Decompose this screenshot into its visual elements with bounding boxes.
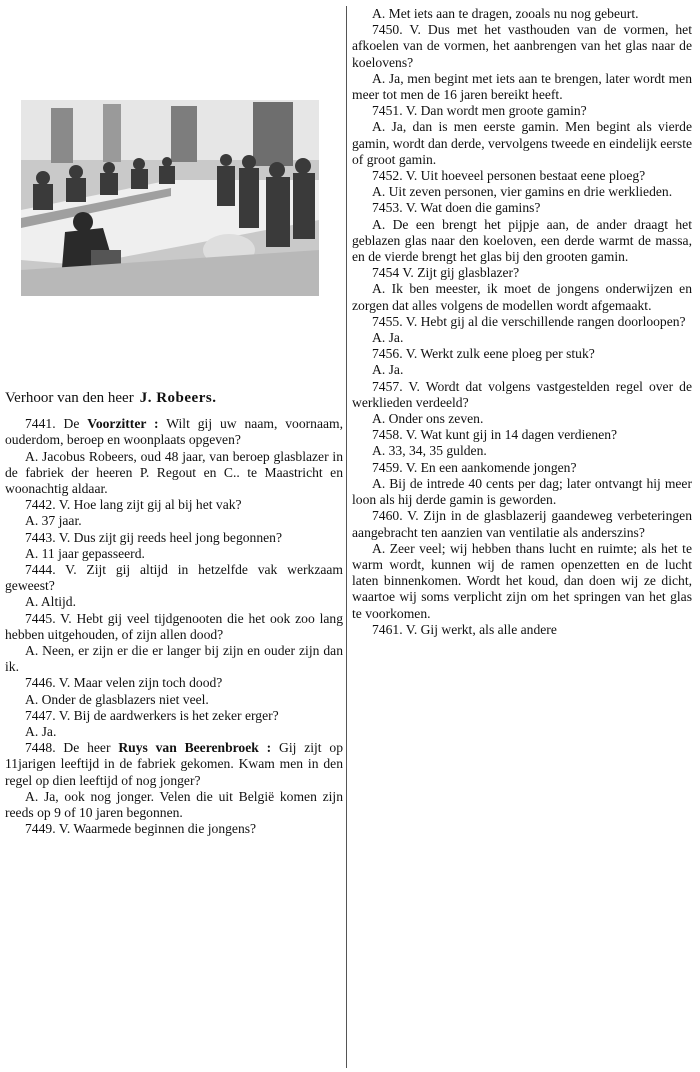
paragraph-text: V. Dus zijt gij reeds heel jong begonnen? [58,529,282,545]
question-number: 7447. [25,707,56,723]
paragraph-text: V. Wordt dat volgens vastgestelden regel over de werklieden verdeeld? [352,378,692,410]
paragraph-text: A. Ik ben meester, ik moet de jongens onderwijzen en zorgen dat alles volgens de modellen wordt afgemaakt. [352,281,692,313]
paragraph-text: A. Onder ons zeven. [372,411,484,427]
engraving-picture [21,100,319,296]
answer-paragraph [5,449,343,498]
witness-name: J. Robeers. [139,390,217,406]
question-paragraph [352,314,692,330]
speaker-title: De heer [63,740,111,756]
answer-paragraph [352,541,692,622]
paragraph-text: Wilt gij uw naam, voornaam, ouderdom, beroep en woonplaats opgeven? [5,416,343,448]
paragraph-text: V. Dus met het vasthouden van de vormen, het afkoelen van de vormen, het aanbrengen van het glas naar de koelovens? [352,22,692,70]
question-paragraph [352,346,692,362]
question-number: 7444. [25,562,56,578]
answer-paragraph [352,411,692,427]
answer-paragraph [5,594,343,610]
answer-paragraph [352,362,692,378]
question-number: 7456. [372,346,403,362]
question-number: 7441. [25,416,56,432]
answer-paragraph [5,724,343,740]
paragraph-text: A. Neen, er zijn er die er langer bij zijn en ouder zijn dan ik. [5,643,343,675]
left-column-text [5,416,343,837]
question-paragraph [5,675,343,691]
paragraph-text: A. Bij de intrede 40 cents per dag; later ontvangt hij meer loon als hij derde gamin is geworden. [352,475,692,508]
question-paragraph [352,200,692,216]
answer-paragraph [352,6,692,22]
question-paragraph [352,22,692,71]
paragraph-text: V. Uit hoeveel personen bestaat eene ploeg? [405,168,646,184]
answer-paragraph [5,692,343,708]
question-paragraph [352,379,692,411]
question-paragraph [352,508,692,540]
right-column-text [352,6,692,638]
question-paragraph [352,168,692,184]
question-number: 7458. [372,427,403,443]
question-number: 7453. [372,200,403,216]
question-paragraph [5,708,343,724]
paragraph-text: A. Ja. [372,362,404,378]
question-number: 7442. [25,497,56,513]
question-paragraph [352,427,692,443]
question-paragraph [5,740,343,789]
speaker-title: De [63,416,80,432]
paragraph-text: A. 37 jaar. [25,513,82,529]
paragraph-text: V. Wat kunt gij in 14 dagen verdienen? [405,427,618,443]
answer-paragraph [5,643,343,675]
question-number: 7457. [372,378,403,394]
question-paragraph [352,103,692,119]
answer-paragraph [5,789,343,821]
paragraph-text: V. Hebt gij al die verschillende rangen doorloopen? [405,313,686,329]
column-divider [346,6,347,1068]
question-number: 7443. [25,529,56,545]
paragraph-text: A. Jacobus Robeers, oud 48 jaar, van beroep glasblazer in de fabriek der heeren P. Regout en C.. te Maastricht en woonachtig aldaar. [5,448,343,497]
question-paragraph [5,611,343,643]
paragraph-text: V. Dan wordt men groote gamin? [405,103,587,119]
paragraph-text: A. Onder de glasblazers niet veel. [25,691,209,707]
paragraph-text: V. Wat doen die gamins? [405,200,541,216]
question-number: 7448. [25,740,56,756]
question-number: 7461. [372,621,403,637]
paragraph-text: V. Gij werkt, als alle andere [405,621,557,637]
paragraph-text: A. 11 jaar gepasseerd. [25,545,145,561]
answer-paragraph [5,513,343,529]
paragraph-text: A. De een brengt het pijpje aan, de ander draagt het geblazen glas naar den koeloven, een derde warmt de massa, en de vierde brengt het glas bij den grooten gamin. [352,216,692,265]
paragraph-text: V. Waarmede beginnen die jongens? [58,821,257,837]
answer-paragraph [352,184,692,200]
paragraph-text: A. Ja. [25,724,57,740]
paragraph-text: A. 33, 34, 35 gulden. [372,443,487,459]
paragraph-text: Gij zijt op 11jarigen leeftijd in de fabriek gekomen. Kwam men in den regel op dien leeftijd of nog jonger? [5,740,343,788]
paragraph-text: V. Maar velen zijn toch dood? [58,675,223,691]
question-number: 7449. [25,821,56,837]
question-number: 7452. [372,168,403,184]
answer-paragraph [5,546,343,562]
answer-paragraph [352,330,692,346]
paragraph-text: V. Hebt gij veel tijdgenooten die het ook zoo lang hebben uitgehouden, of zijn allen dood? [5,610,343,642]
question-number: 7451. [372,103,403,119]
paragraph-text: V. Zijn in de glasblazerij gaandeweg verbeteringen aangebracht ten aanzien van ventilatie als anderszins? [352,508,692,540]
hearing-heading [5,390,343,406]
paragraph-text: V. Werkt zulk eene ploeg per stuk? [405,346,595,362]
question-paragraph [5,497,343,513]
paragraph-text: V. Hoe lang zijt gij al bij het vak? [58,497,242,513]
right-column [352,6,692,638]
question-paragraph [5,416,343,448]
question-number: 7459. [372,459,403,475]
answer-paragraph [352,443,692,459]
paragraph-text: A. Uit zeven personen, vier gamins en drie werklieden. [372,184,673,200]
answer-paragraph [352,119,692,168]
paragraph-text: V. En een aankomende jongen? [405,459,577,475]
hearing-illustration [21,100,319,296]
question-number: 7450. [372,22,403,38]
answer-paragraph [352,217,692,266]
question-number: 7445. [25,610,56,626]
paragraph-text: A. Ja, men begint met iets aan te brengen, later wordt men meer tot men de 16 jaren bereikt heeft. [352,70,692,103]
answer-paragraph [352,476,692,508]
question-paragraph [5,562,343,594]
answer-paragraph [352,71,692,103]
paragraph-text: A. Zeer veel; wij hebben thans lucht en ruimte; als het te warm wordt, kunnen wij de ramen openzetten en de lucht laten binnenkomen. Wordt het koud, dan doen wij ze dicht, waartoe wij soms verplicht zijn om het springen van het glas te voorkomen. [352,540,692,621]
question-paragraph [5,821,343,837]
left-column [5,0,343,837]
paragraph-text: A. Ja, dan is men eerste gamin. Men begint als vierde gamin, wordt dan derde, vervolgens tweede en eindelijk eerste of groot gamin. [352,119,692,167]
paragraph-text: A. Altijd. [25,594,76,610]
paragraph-text: A. Ja, ook nog jonger. Velen die uit België komen zijn reeds op 9 of 10 jaren begonnen. [5,788,343,821]
speaker-name: Ruys van Beerenbroek : [118,740,272,756]
question-paragraph [352,265,692,281]
paragraph-text: V. Zijt gij altijd in hetzelfde vak werkzaam geweest? [5,562,344,594]
question-paragraph [352,460,692,476]
paragraph-text: A. Ja. [372,330,404,346]
question-number: 7454 [372,265,400,281]
heading-prefix: Verhoor van den heer [5,390,134,406]
question-paragraph [5,530,343,546]
paragraph-text: V. Zijt gij glasblazer? [402,265,520,281]
question-number: 7446. [25,675,56,691]
paragraph-text: A. Met iets aan te dragen, zooals nu nog gebeurt. [372,6,639,21]
question-paragraph [352,622,692,638]
paragraph-text: V. Bij de aardwerkers is het zeker erger? [58,707,279,723]
answer-paragraph [352,281,692,313]
speaker-name: Voorzitter : [87,416,159,432]
question-number: 7460. [372,508,403,524]
question-number: 7455. [372,313,403,329]
